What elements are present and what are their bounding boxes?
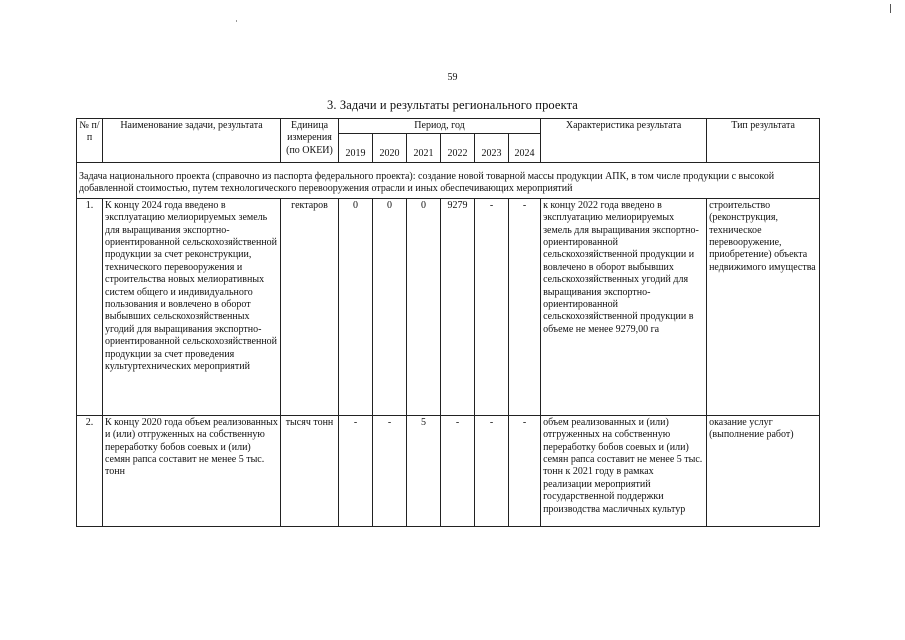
- row-unit: гектаров: [281, 198, 339, 415]
- results-table: [76, 118, 820, 527]
- row-type: оказание услуг (выполнение работ): [707, 415, 820, 526]
- row-value: -: [475, 198, 509, 415]
- header-unit: Единица измерения (по ОКЕИ): [281, 119, 339, 163]
- scan-speck: [236, 20, 237, 22]
- row-value: -: [373, 415, 407, 526]
- row-name: К концу 2024 года введено в эксплуатацию мелиорируемых земель для выращивания экспортно-ориентированной сельскохозяйственной продукции за счет реконструкции, технического перевооружения и строительства новых мелиоративных систем общего и индивидуального пользования и вовлечено в оборот выбывших сельскохозяйственных угодий для выращивания экспортно-ориентированной сельскохозяйственной продукции за счет проведения культуртехнических мероприятий: [103, 198, 281, 415]
- row-characteristic: объем реализованных и (или) отгруженных на собственную переработку бобов соевых и (или) семян рапса составит не менее 5 тыс. тонн к 2021 году в рамках реализации мероприятий государственной поддержки производства масличных культур: [541, 415, 707, 526]
- row-value: -: [475, 415, 509, 526]
- row-number: 2.: [77, 415, 103, 526]
- table-row: [77, 198, 820, 415]
- section-title: 3. Задачи и результаты регионального проекта: [327, 98, 578, 112]
- scan-mark: [890, 4, 891, 13]
- task-description: Задача национального проекта (справочно из паспорта федерального проекта): создание новой товарной массы продукции АПК, в том числе продукции с высокой добавленной стоимостью, путем технологического перевооружения отрасли и иных обеспечивающих мероприятий: [77, 162, 820, 198]
- header-characteristic: Характеристика результата: [541, 119, 707, 163]
- row-type: строительство (реконструкция, техническое перевооружение, приобретение) объекта недвижимого имущества: [707, 198, 820, 415]
- header-year: 2019: [339, 134, 373, 162]
- task-row: [77, 162, 820, 198]
- header-year: 2022: [441, 134, 475, 162]
- row-value: 0: [373, 198, 407, 415]
- row-value: 9279: [441, 198, 475, 415]
- header-type: Тип результата: [707, 119, 820, 163]
- header-year: 2023: [475, 134, 509, 162]
- row-value: -: [509, 198, 541, 415]
- row-value: 0: [339, 198, 373, 415]
- row-value: 0: [407, 198, 441, 415]
- row-value: -: [339, 415, 373, 526]
- row-unit: тысяч тонн: [281, 415, 339, 526]
- row-number: 1.: [77, 198, 103, 415]
- header-year: 2020: [373, 134, 407, 162]
- row-value: -: [441, 415, 475, 526]
- page-number: 59: [447, 72, 458, 83]
- header-year: 2024: [509, 134, 541, 162]
- row-name: К концу 2020 года объем реализованных и (или) отгруженных на собственную переработку бобов соевых и (или) семян рапса составит не менее 5 тыс. тонн: [103, 415, 281, 526]
- header-name: Наименование задачи, результата: [103, 119, 281, 163]
- table-row: [77, 415, 820, 526]
- header-year: 2021: [407, 134, 441, 162]
- row-characteristic: к концу 2022 года введено в эксплуатацию мелиорируемых земель для выращивания экспортно-ориентированной сельскохозяйственной продукции и вовлечено в оборот выбывших сельскохозяйственных угодий для выращивания экспортно-ориентированной сельскохозяйственной продукции в объеме не менее 9279,00 га: [541, 198, 707, 415]
- header-period: Период, год: [339, 119, 541, 134]
- row-value: 5: [407, 415, 441, 526]
- table-header-row: [77, 119, 820, 134]
- row-value: -: [509, 415, 541, 526]
- header-num: № п/п: [77, 119, 103, 163]
